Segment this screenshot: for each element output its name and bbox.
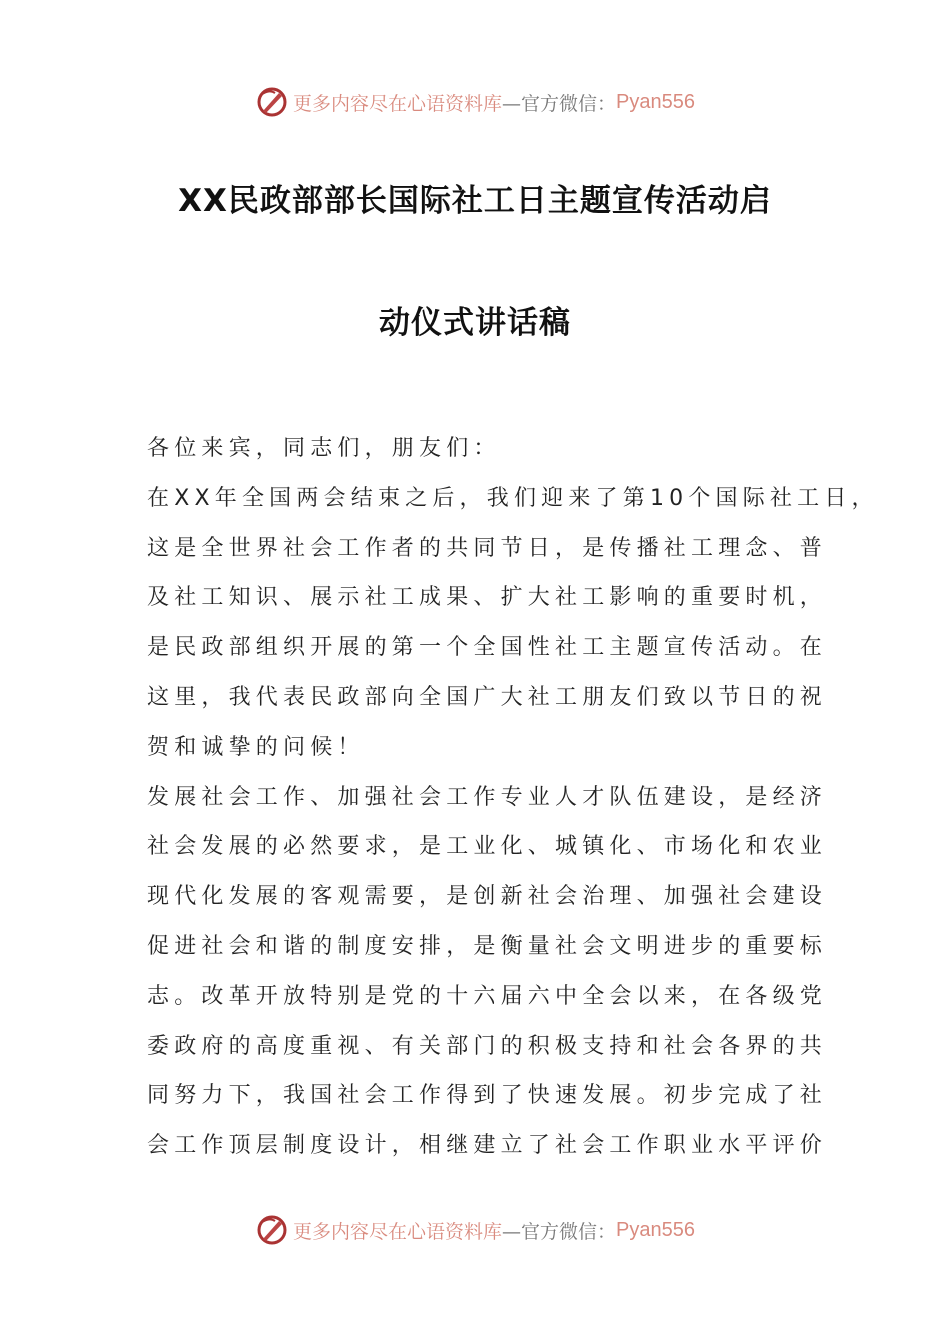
pen-logo-icon: [255, 85, 289, 119]
body-line: 在XX年全国两会结束之后，我们迎来了第10个国际社工日，: [147, 485, 879, 511]
watermark-wechat-label: —官方微信：: [502, 92, 617, 115]
body-line: 同努力下，我国社会工作得到了快速发展。初步完成了社: [147, 1083, 828, 1109]
header-watermark: [0, 82, 950, 122]
body-line: 是民政部组织开展的第一个全国性社工主题宣传活动。在: [147, 635, 828, 661]
watermark-text: 更多内容尽在心语资料库: [293, 92, 503, 115]
speech-body: [147, 428, 879, 1175]
body-line: 会工作顶层制度设计，相继建立了社会工作职业水平评价: [147, 1133, 828, 1159]
watermark-wechat-label: —官方微信：: [502, 1220, 617, 1243]
body-line: 促进社会和谐的制度安排，是衡量社会文明进步的重要标: [147, 933, 828, 959]
body-line: 发展社会工作、加强社会工作专业人才队伍建设，是经济: [147, 784, 828, 810]
pen-logo-icon: [255, 1213, 289, 1247]
body-line: 现代化发展的客观需要，是创新社会治理、加强社会建设: [147, 884, 828, 910]
watermark-text: 更多内容尽在心语资料库: [293, 1220, 503, 1243]
body-line: 贺和诚挚的问候！: [147, 734, 365, 760]
body-line: 及社工知识、展示社工成果、扩大社工影响的重要时机，: [147, 585, 828, 611]
body-line: 志。改革开放特别是党的十六届六中全会以来，在各级党: [147, 983, 828, 1009]
title-line-1: XX民政部部长国际社工日主题宣传活动启: [178, 183, 772, 219]
watermark-wechat-id: Pyan556: [616, 1218, 695, 1241]
body-line: 委政府的高度重视、有关部门的积极支持和社会各界的共: [147, 1033, 828, 1059]
body-line: 这里，我代表民政部向全国广大社工朋友们致以节日的祝: [147, 684, 828, 710]
body-line: 社会发展的必然要求，是工业化、城镇化、市场化和农业: [147, 834, 828, 860]
body-line: 这是全世界社会工作者的共同节日，是传播社工理念、普: [147, 535, 828, 561]
title-line-2: 动仪式讲话稿: [379, 305, 571, 341]
watermark-wechat-id: Pyan556: [616, 90, 695, 113]
footer-watermark: [0, 1210, 950, 1250]
body-line: 各位来宾，同志们，朋友们：: [147, 436, 501, 461]
